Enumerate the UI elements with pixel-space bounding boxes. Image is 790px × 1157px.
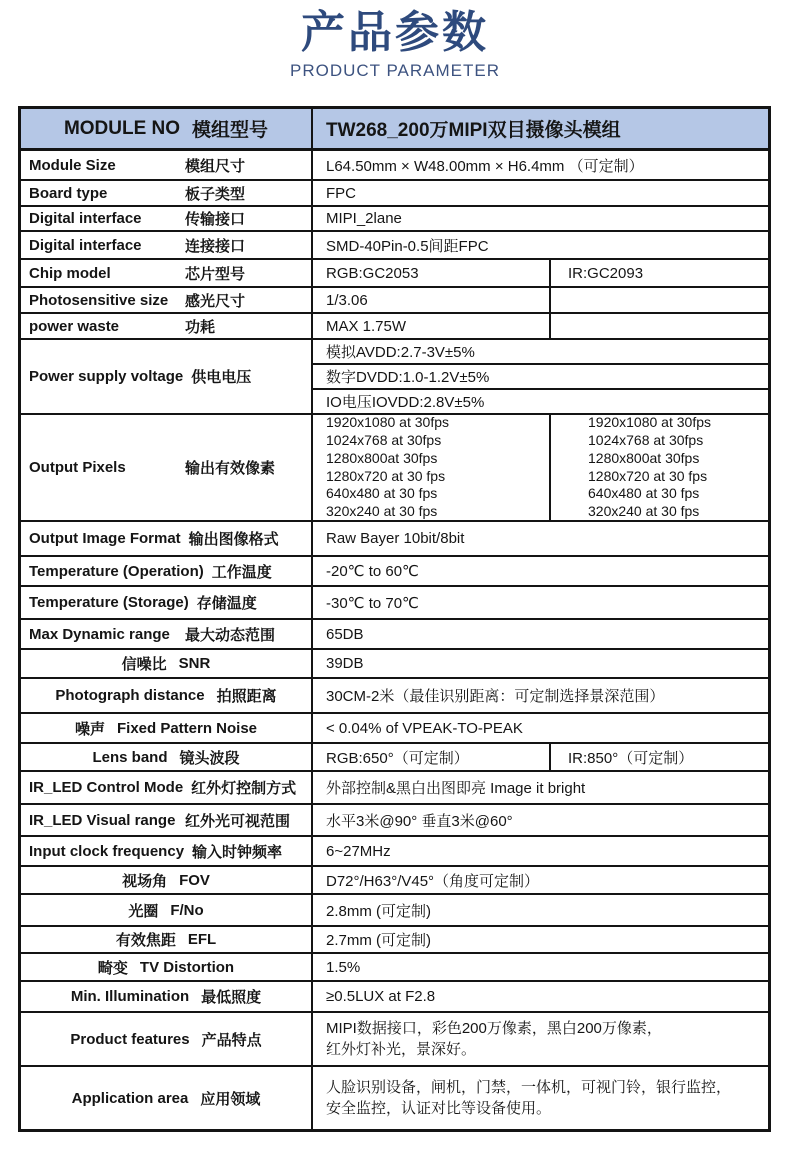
row-label-part: 产品特点 xyxy=(201,1031,262,1049)
page-title: 产品参数 xyxy=(301,8,489,57)
row-label-part: Output Pixels xyxy=(29,459,126,476)
row-label-part: TV Distortion xyxy=(139,958,235,976)
row-value-text: -30℃ to 70℃ xyxy=(326,594,419,612)
row-label-part: 镜头波段 xyxy=(179,749,240,767)
row-label-part: power waste xyxy=(29,317,120,335)
row-label-part: 最大动态范围 xyxy=(185,626,276,644)
table-row xyxy=(21,620,768,650)
table-header-row xyxy=(21,109,768,151)
header-label-en: MODULE NO xyxy=(63,117,181,139)
row-label xyxy=(21,587,313,618)
row-label-part: 输出图像格式 xyxy=(188,531,279,548)
row-value-text: 外部控制&黑白出图即亮 Image it bright xyxy=(326,780,586,797)
resolution-line: 640x480 at 30 fps xyxy=(588,485,700,502)
row-value xyxy=(313,982,768,1011)
row-label xyxy=(21,714,313,742)
row-value-subcell: IR:850°（可定制） xyxy=(568,749,694,767)
row-label-part: 视场角 xyxy=(122,872,168,890)
row-label xyxy=(21,895,313,925)
row-label xyxy=(21,837,313,865)
row-label xyxy=(21,260,313,286)
row-label-part: 存储温度 xyxy=(196,595,257,612)
module-model-header-cell xyxy=(313,109,768,148)
row-value-text: D72°/H63°/V45°（角度可定制） xyxy=(326,872,540,890)
product-parameter-table xyxy=(18,106,771,1132)
row-label xyxy=(21,340,313,413)
row-label-part: 感光尺寸 xyxy=(185,292,246,310)
row-value-text: ≥0.5LUX at F2.8 xyxy=(326,988,436,1005)
row-value xyxy=(313,181,768,205)
row-value-text: 39DB xyxy=(326,655,364,672)
table-row xyxy=(21,772,768,805)
row-label-part: 光圈 xyxy=(128,902,159,920)
row-label-part: IR_LED Control Mode xyxy=(29,779,184,796)
table-row xyxy=(21,805,768,837)
row-value-stack-item: 数字DVDD:1.0-1.2V±5% xyxy=(313,365,768,390)
row-label xyxy=(21,650,313,677)
row-value xyxy=(313,232,768,258)
row-value xyxy=(313,1013,768,1065)
row-label-part: Product features xyxy=(70,1030,190,1048)
row-label xyxy=(21,232,313,258)
row-label-part: Photosensitive size xyxy=(29,291,169,309)
row-value xyxy=(313,650,768,677)
row-label-part: Input clock frequency xyxy=(29,842,185,860)
resolution-line: 1280x720 at 30 fps xyxy=(326,467,446,484)
table-row xyxy=(21,557,768,587)
table-row xyxy=(21,982,768,1013)
row-label-part: Lens band xyxy=(92,748,168,766)
row-value xyxy=(313,867,768,893)
row-value-stack-item: 模拟AVDD:2.7-3V±5% xyxy=(313,340,768,365)
row-label xyxy=(21,288,313,312)
row-label-part: Board type xyxy=(29,184,108,202)
row-label-part: 输入时钟频率 xyxy=(192,843,283,861)
row-label-part: 输出有效像素 xyxy=(185,460,276,477)
row-value xyxy=(313,340,768,413)
row-label-part: 芯片型号 xyxy=(185,265,246,283)
table-row xyxy=(21,181,768,207)
row-label-part: 功耗 xyxy=(185,318,216,336)
table-row xyxy=(21,340,768,415)
row-label-part: 板子类型 xyxy=(185,185,246,203)
row-label-part: 工作温度 xyxy=(211,563,272,581)
row-label xyxy=(21,954,313,980)
row-value xyxy=(313,151,768,179)
row-label-part: Temperature (Operation) xyxy=(29,562,204,580)
row-value-text: Raw Bayer 10bit/8bit xyxy=(326,530,465,547)
resolution-line: 1920x1080 at 30fps xyxy=(588,414,711,431)
row-label xyxy=(21,772,313,803)
row-label-part: F/No xyxy=(170,901,204,919)
row-value-subcell: RGB:650°（可定制） xyxy=(313,744,551,770)
table-row xyxy=(21,151,768,181)
row-label xyxy=(21,805,313,835)
row-label-part: 红外光可视范围 xyxy=(185,812,291,830)
row-label-part: Photograph distance xyxy=(55,687,205,704)
row-value-text: 30CM-2米（最佳识别距离：可定制选择景深范围） xyxy=(326,688,665,705)
row-value-line: 人脸识别设备，闸机，门禁，一体机，可视门铃，银行监控， xyxy=(326,1079,732,1096)
row-label xyxy=(21,620,313,648)
row-label xyxy=(21,867,313,893)
row-value-text: 1.5% xyxy=(326,958,361,976)
row-label-part: FOV xyxy=(179,871,210,889)
resolution-line: 1280x800at 30fps xyxy=(588,449,700,466)
row-label-part: 模组尺寸 xyxy=(185,157,246,175)
row-label-part: Chip model xyxy=(29,264,111,282)
row-label xyxy=(21,557,313,585)
row-value xyxy=(313,714,768,742)
table-row xyxy=(21,1067,768,1129)
row-value xyxy=(313,207,768,230)
row-value-subcell xyxy=(551,314,768,338)
resolution-line: 1024x768 at 30fps xyxy=(588,431,704,448)
row-label-part: EFL xyxy=(187,931,217,948)
row-label xyxy=(21,744,313,770)
row-label-part: SNR xyxy=(178,655,211,672)
row-value xyxy=(313,772,768,803)
row-label xyxy=(21,982,313,1011)
row-value-text: < 0.04% of VPEAK-TO-PEAK xyxy=(326,719,523,737)
row-label-part: Digital interface xyxy=(29,210,142,227)
resolution-line: 1280x720 at 30 fps xyxy=(588,467,708,484)
row-label-part: Output Image Format xyxy=(29,530,181,547)
row-label-part: 连接接口 xyxy=(185,237,246,255)
row-label-part: 应用领域 xyxy=(200,1090,261,1108)
row-value xyxy=(313,522,768,555)
row-label-part: Digital interface xyxy=(29,236,142,254)
row-value-line: MIPI数据接口，彩色200万像素，黑白200万像素， xyxy=(326,1020,662,1037)
row-label xyxy=(21,415,313,520)
row-label xyxy=(21,151,313,179)
resolution-line: 320x240 at 30 fps xyxy=(588,503,700,520)
row-value-text: FPC xyxy=(326,184,356,202)
row-value xyxy=(313,927,768,952)
resolution-line: 320x240 at 30 fps xyxy=(326,503,438,520)
row-label xyxy=(21,927,313,952)
table-row xyxy=(21,587,768,620)
row-label-part: 传输接口 xyxy=(185,211,246,228)
row-value xyxy=(313,837,768,865)
table-row xyxy=(21,679,768,714)
module-model-value: TW268_200万MIPI双目摄像头模组 xyxy=(326,120,621,141)
row-label xyxy=(21,1067,313,1129)
row-value xyxy=(313,557,768,585)
resolution-line: 640x480 at 30 fps xyxy=(326,485,438,502)
row-label-part: Max Dynamic range xyxy=(29,625,170,643)
row-value-subcell: 1/3.06 xyxy=(313,288,551,312)
row-label-part: Power supply voltage xyxy=(29,368,184,385)
row-label-part: Fixed Pattern Noise xyxy=(116,719,258,737)
row-label-part: Min. Illumination xyxy=(70,988,190,1005)
row-value xyxy=(313,805,768,835)
row-label xyxy=(21,1013,313,1065)
row-value-text: 2.8mm (可定制) xyxy=(326,902,432,920)
spec-rows xyxy=(21,151,768,1129)
row-value-text: 2.7mm (可定制) xyxy=(326,932,432,949)
row-label-part: Module Size xyxy=(29,156,116,174)
row-label-part: IR_LED Visual range xyxy=(29,811,176,829)
row-value xyxy=(313,1067,768,1129)
row-label xyxy=(21,522,313,555)
row-value-subcell xyxy=(313,415,551,520)
row-value-text: SMD-40Pin-0.5间距FPC xyxy=(326,237,489,255)
row-value xyxy=(313,314,768,338)
row-value xyxy=(313,954,768,980)
row-label-part: 畸变 xyxy=(97,959,128,977)
resolution-line: 1280x800at 30fps xyxy=(326,449,438,466)
title-block xyxy=(0,8,790,81)
row-label-part: 信噪比 xyxy=(121,656,167,673)
table-row xyxy=(21,837,768,867)
table-row xyxy=(21,260,768,288)
table-row xyxy=(21,1013,768,1067)
row-value xyxy=(313,744,768,770)
table-row xyxy=(21,314,768,340)
table-row xyxy=(21,232,768,260)
row-value-text: 65DB xyxy=(326,625,364,643)
table-row xyxy=(21,954,768,982)
row-value-subcell: RGB:GC2053 xyxy=(313,260,551,286)
table-row xyxy=(21,522,768,557)
row-label-part: Application area xyxy=(71,1089,189,1107)
table-row xyxy=(21,714,768,744)
header-label-zh: 模组型号 xyxy=(192,120,269,141)
table-row xyxy=(21,927,768,954)
table-row xyxy=(21,895,768,927)
row-value-text: MIPI_2lane xyxy=(326,210,402,227)
row-label xyxy=(21,181,313,205)
row-label xyxy=(21,679,313,712)
row-value xyxy=(313,895,768,925)
row-label-part: 有效焦距 xyxy=(115,932,176,949)
row-value-subcell: MAX 1.75W xyxy=(313,314,551,338)
row-label xyxy=(21,207,313,230)
table-row xyxy=(21,288,768,314)
row-value-text: -20℃ to 60℃ xyxy=(326,563,419,580)
row-value-subcell: IR:GC2093 xyxy=(568,264,644,282)
row-value-text: 水平3米@90° 垂直3米@60° xyxy=(326,812,513,830)
table-row xyxy=(21,415,768,522)
row-value-subcell xyxy=(551,415,768,520)
row-value xyxy=(313,288,768,312)
table-row xyxy=(21,867,768,895)
row-label-part: Temperature (Storage) xyxy=(29,594,189,611)
row-value xyxy=(313,679,768,712)
table-row xyxy=(21,207,768,232)
row-value-text: 6~27MHz xyxy=(326,842,391,860)
resolution-line: 1024x768 at 30fps xyxy=(326,431,442,448)
row-label-part: 噪声 xyxy=(74,720,105,738)
row-value xyxy=(313,415,768,520)
row-label-part: 拍照距离 xyxy=(216,688,277,705)
row-label xyxy=(21,314,313,338)
row-label-part: 供电电压 xyxy=(191,369,252,386)
row-value xyxy=(313,260,768,286)
table-row xyxy=(21,744,768,772)
page-subtitle: PRODUCT PARAMETER xyxy=(289,60,500,80)
row-label-part: 红外灯控制方式 xyxy=(191,780,297,797)
row-value-subcell xyxy=(551,288,768,312)
row-value xyxy=(313,620,768,648)
row-value-text: L64.50mm × W48.00mm × H6.4mm （可定制） xyxy=(326,157,644,175)
row-value-line: 安全监控，认证对比等设备使用。 xyxy=(326,1100,552,1117)
module-no-header-cell xyxy=(21,109,313,148)
row-value-line: 红外灯补光，景深好。 xyxy=(326,1041,477,1058)
resolution-line: 1920x1080 at 30fps xyxy=(326,414,449,431)
row-value xyxy=(313,587,768,618)
row-label-part: 最低照度 xyxy=(201,989,262,1006)
row-value-stack-item: IO电压IOVDD:2.8V±5% xyxy=(326,394,485,411)
table-row xyxy=(21,650,768,679)
